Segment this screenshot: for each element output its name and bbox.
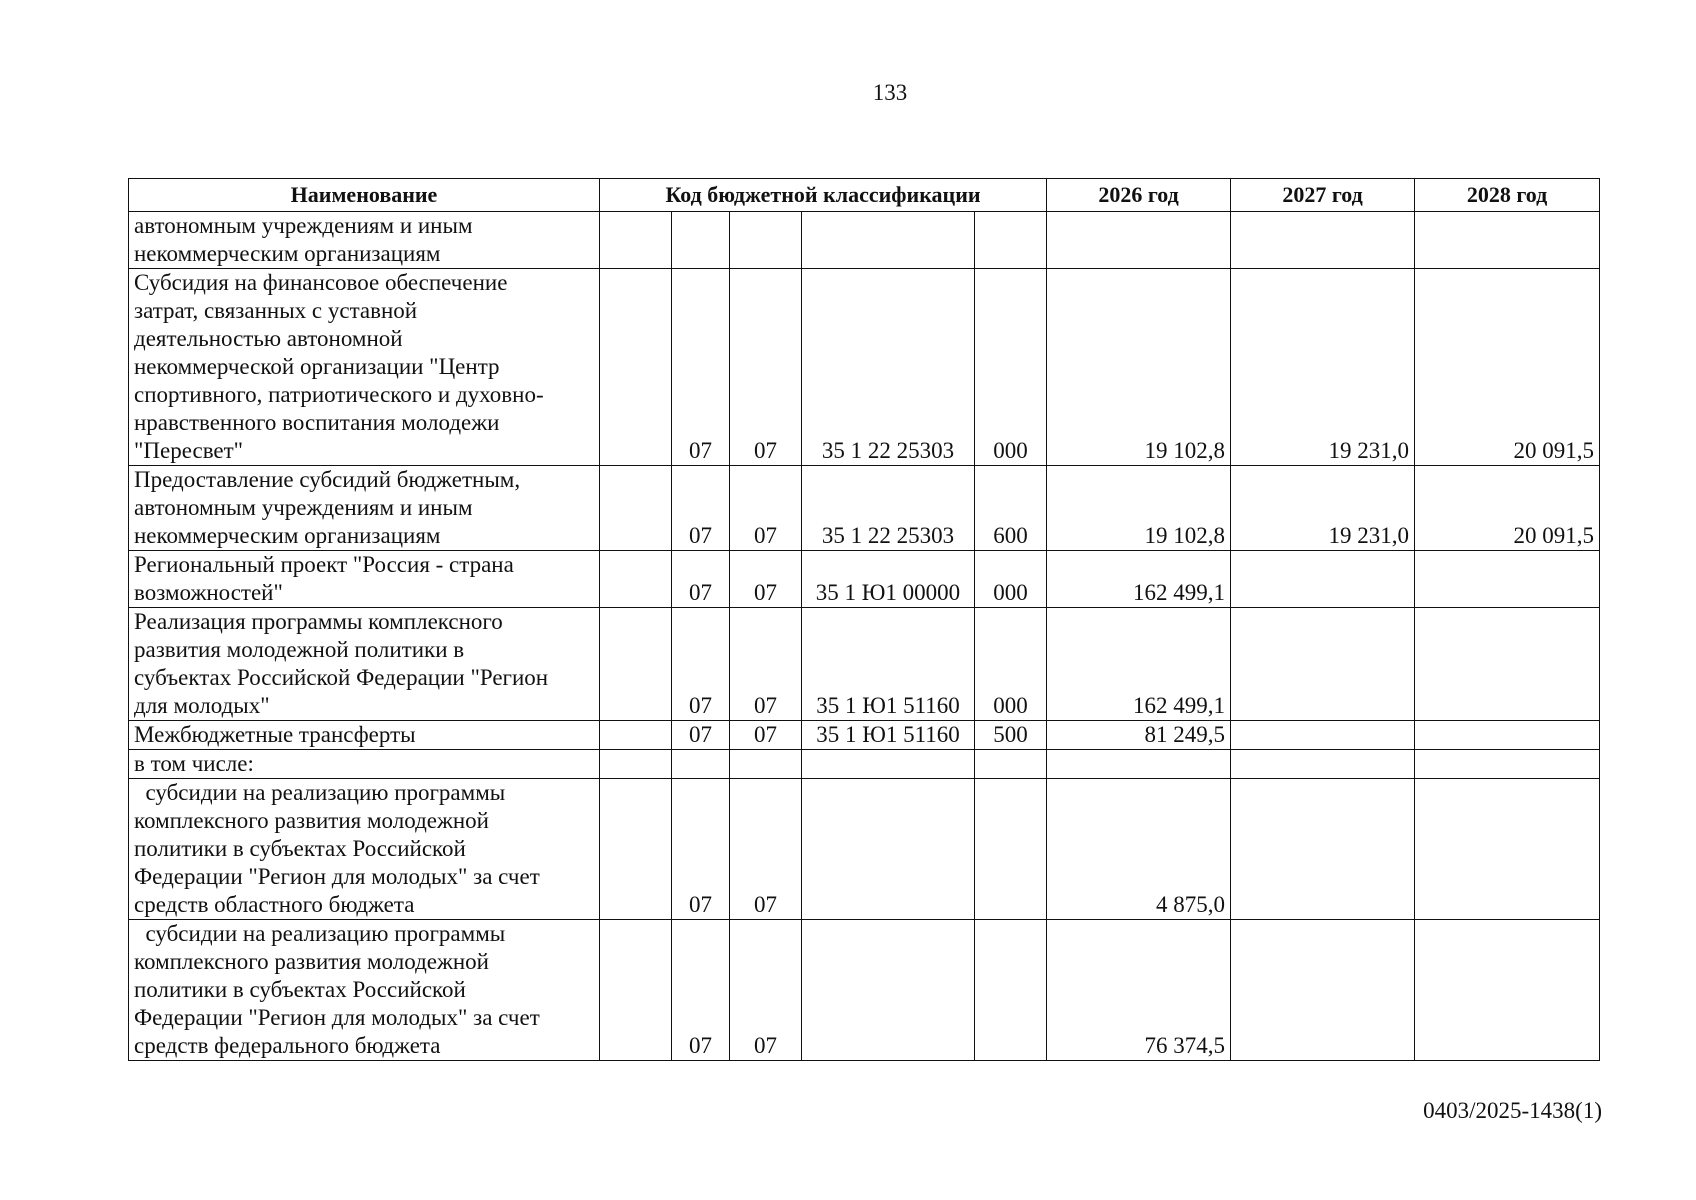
cell-2027 xyxy=(1231,551,1415,608)
table-row xyxy=(129,721,1600,750)
cell-code-subsection: 07 xyxy=(730,608,802,721)
cell-name: субсидии на реализацию программы комплексного развития молодежной политики в субъектах Российской Федерации "Регион для молодых" за счет средств федерального бюджета xyxy=(129,920,600,1061)
header-name: Наименование xyxy=(129,179,600,212)
cell-name: в том числе: xyxy=(129,750,600,779)
cell-code-1 xyxy=(600,750,672,779)
cell-2026: 76 374,5 xyxy=(1047,920,1231,1061)
header-2026: 2026 год xyxy=(1047,179,1231,212)
cell-2028 xyxy=(1415,920,1600,1061)
cell-2028: 20 091,5 xyxy=(1415,269,1600,466)
cell-2027 xyxy=(1231,779,1415,920)
document-code: 0403/2025-1438(1) xyxy=(1423,1098,1602,1123)
cell-2026 xyxy=(1047,750,1231,779)
cell-2027 xyxy=(1231,920,1415,1061)
cell-code-expense-type: 000 xyxy=(975,551,1047,608)
cell-2028 xyxy=(1415,212,1600,269)
cell-code-target xyxy=(802,212,975,269)
table-row xyxy=(129,920,1600,1061)
cell-code-target xyxy=(802,920,975,1061)
cell-2028 xyxy=(1415,721,1600,750)
cell-2027: 19 231,0 xyxy=(1231,466,1415,551)
cell-name: автономным учреждениям и иным некоммерческим организациям xyxy=(129,212,600,269)
cell-2026: 162 499,1 xyxy=(1047,551,1231,608)
cell-code-1 xyxy=(600,551,672,608)
cell-code-section: 07 xyxy=(672,269,730,466)
cell-code-section xyxy=(672,750,730,779)
cell-code-section: 07 xyxy=(672,466,730,551)
cell-code-expense-type xyxy=(975,750,1047,779)
cell-code-1 xyxy=(600,466,672,551)
table-row xyxy=(129,212,1600,269)
cell-2028 xyxy=(1415,750,1600,779)
cell-2027: 19 231,0 xyxy=(1231,269,1415,466)
header-2027: 2027 год xyxy=(1231,179,1415,212)
cell-code-1 xyxy=(600,269,672,466)
table-row xyxy=(129,779,1600,920)
table-row xyxy=(129,551,1600,608)
cell-2027 xyxy=(1231,750,1415,779)
cell-code-section: 07 xyxy=(672,920,730,1061)
cell-2027 xyxy=(1231,721,1415,750)
budget-table xyxy=(128,178,1600,1061)
table-body xyxy=(129,212,1600,1061)
cell-code-1 xyxy=(600,212,672,269)
cell-code-subsection xyxy=(730,750,802,779)
cell-2026: 19 102,8 xyxy=(1047,466,1231,551)
cell-code-expense-type: 500 xyxy=(975,721,1047,750)
cell-2026: 81 249,5 xyxy=(1047,721,1231,750)
cell-code-target: 35 1 Ю1 00000 xyxy=(802,551,975,608)
cell-2028 xyxy=(1415,551,1600,608)
table-row xyxy=(129,608,1600,721)
cell-code-section: 07 xyxy=(672,608,730,721)
cell-2027 xyxy=(1231,608,1415,721)
cell-code-target: 35 1 Ю1 51160 xyxy=(802,721,975,750)
cell-name: Реализация программы комплексного развития молодежной политики в субъектах Российской Федерации "Регион для молодых" xyxy=(129,608,600,721)
cell-code-section: 07 xyxy=(672,721,730,750)
table-row xyxy=(129,750,1600,779)
cell-code-1 xyxy=(600,721,672,750)
cell-code-subsection: 07 xyxy=(730,551,802,608)
cell-code-target: 35 1 22 25303 xyxy=(802,466,975,551)
cell-code-section: 07 xyxy=(672,779,730,920)
cell-code-subsection: 07 xyxy=(730,779,802,920)
table-row xyxy=(129,269,1600,466)
cell-2028: 20 091,5 xyxy=(1415,466,1600,551)
header-2028: 2028 год xyxy=(1415,179,1600,212)
cell-code-section xyxy=(672,212,730,269)
cell-2028 xyxy=(1415,608,1600,721)
cell-code-expense-type: 000 xyxy=(975,269,1047,466)
table-row xyxy=(129,466,1600,551)
cell-code-subsection: 07 xyxy=(730,269,802,466)
cell-name: Предоставление субсидий бюджетным, автономным учреждениям и иным некоммерческим организациям xyxy=(129,466,600,551)
cell-code-subsection xyxy=(730,212,802,269)
cell-code-expense-type: 000 xyxy=(975,608,1047,721)
cell-code-expense-type xyxy=(975,212,1047,269)
cell-code-expense-type xyxy=(975,920,1047,1061)
cell-code-target: 35 1 22 25303 xyxy=(802,269,975,466)
cell-name: Региональный проект "Россия - страна возможностей" xyxy=(129,551,600,608)
cell-code-subsection: 07 xyxy=(730,920,802,1061)
cell-code-1 xyxy=(600,779,672,920)
table-header-row xyxy=(129,179,1600,212)
header-code: Код бюджетной классификации xyxy=(600,179,1047,212)
cell-code-target xyxy=(802,750,975,779)
cell-code-1 xyxy=(600,608,672,721)
cell-code-section: 07 xyxy=(672,551,730,608)
cell-2026: 19 102,8 xyxy=(1047,269,1231,466)
cell-code-1 xyxy=(600,920,672,1061)
cell-code-target: 35 1 Ю1 51160 xyxy=(802,608,975,721)
cell-2027 xyxy=(1231,212,1415,269)
cell-2028 xyxy=(1415,779,1600,920)
cell-code-subsection: 07 xyxy=(730,721,802,750)
cell-name: субсидии на реализацию программы комплексного развития молодежной политики в субъектах Российской Федерации "Регион для молодых" за счет средств областного бюджета xyxy=(129,779,600,920)
page-number: 133 xyxy=(872,80,908,105)
cell-2026 xyxy=(1047,212,1231,269)
cell-name: Субсидия на финансовое обеспечение затрат, связанных с уставной деятельностью автономной некоммерческой организации "Центр спортивного, патриотического и духовно- нравственного воспитания молодежи "Пересвет" xyxy=(129,269,600,466)
cell-name: Межбюджетные трансферты xyxy=(129,721,600,750)
cell-2026: 4 875,0 xyxy=(1047,779,1231,920)
cell-code-expense-type: 600 xyxy=(975,466,1047,551)
cell-code-target xyxy=(802,779,975,920)
cell-code-expense-type xyxy=(975,779,1047,920)
cell-code-subsection: 07 xyxy=(730,466,802,551)
cell-2026: 162 499,1 xyxy=(1047,608,1231,721)
